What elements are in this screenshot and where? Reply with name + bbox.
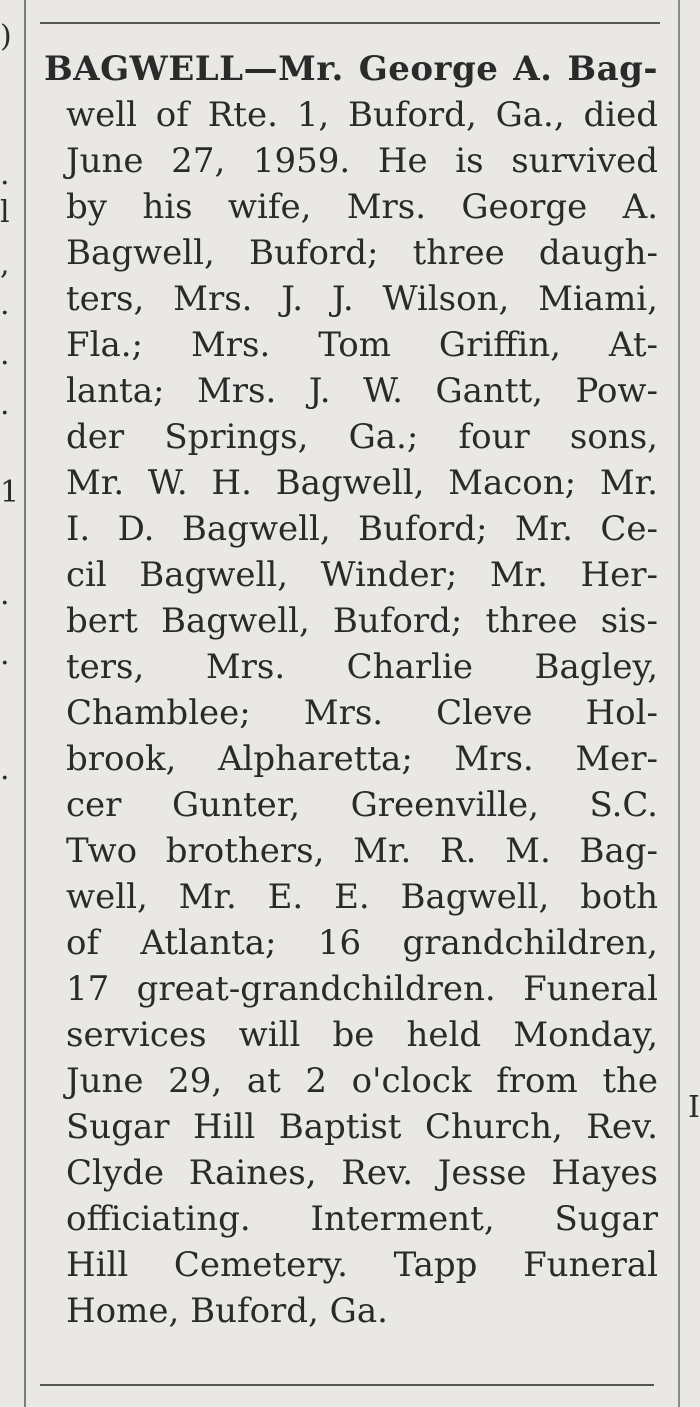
obituary-line: 17 great-grandchildren. Funeral	[66, 969, 658, 1009]
right-column-fragment: I	[688, 1090, 700, 1125]
left-fragment: .	[0, 752, 10, 787]
obituary-line: well of Rte. 1, Buford, Ga., died	[66, 95, 658, 135]
left-fragment: .	[0, 337, 10, 372]
obituary-line: Fla.; Mrs. Tom Griffin, At-	[66, 325, 658, 365]
obituary-notice	[44, 46, 658, 1334]
left-fragment: .	[0, 287, 10, 322]
obituary-line: lanta; Mrs. J. W. Gantt, Pow-	[66, 371, 658, 411]
left-fragment: l	[0, 195, 10, 230]
obituary-line: brook, Alpharetta; Mrs. Mer-	[66, 739, 658, 779]
obituary-line: I. D. Bagwell, Buford; Mr. Ce-	[66, 509, 658, 549]
left-fragment: 1	[0, 475, 20, 510]
obituary-line: ters, Mrs. J. J. Wilson, Miami,	[66, 279, 658, 319]
obituary-line: of Atlanta; 16 grandchildren,	[66, 923, 658, 963]
obituary-line: Clyde Raines, Rev. Jesse Hayes	[66, 1153, 658, 1193]
obituary-line: Mr. W. H. Bagwell, Macon; Mr.	[66, 463, 658, 503]
obituary-line: Sugar Hill Baptist Church, Rev.	[66, 1107, 658, 1147]
obituary-heading-line: BAGWELL—Mr. George A. Bag-	[44, 49, 658, 89]
obituary-line: June 29, at 2 o'clock from the	[66, 1061, 658, 1101]
obituary-line: Chamblee; Mrs. Cleve Hol-	[66, 693, 658, 733]
left-column-edge	[0, 0, 18, 1407]
obituary-line: officiating. Interment, Sugar	[66, 1199, 658, 1239]
column-rule-right	[678, 0, 680, 1407]
left-fragment: ,	[0, 247, 10, 282]
obituary-line: ters, Mrs. Charlie Bagley,	[66, 647, 658, 687]
obituary-line: Bagwell, Buford; three daugh-	[66, 233, 658, 273]
obituary-line: cil Bagwell, Winder; Mr. Her-	[66, 555, 658, 595]
obituary-line: June 27, 1959. He is survived	[66, 141, 658, 181]
left-fragment: .	[0, 387, 10, 422]
left-fragment: .	[0, 637, 10, 672]
left-fragment: .	[0, 577, 10, 612]
left-fragment: )	[0, 19, 12, 54]
left-fragment: .	[0, 157, 10, 192]
obituary-line: Home, Buford, Ga.	[66, 1291, 388, 1331]
top-divider	[40, 22, 660, 24]
bottom-divider	[40, 1384, 654, 1386]
column-rule-left	[24, 0, 26, 1407]
obituary-line: cer Gunter, Greenville, S.C.	[66, 785, 658, 825]
obituary-line: der Springs, Ga.; four sons,	[66, 417, 658, 457]
obituary-line: Hill Cemetery. Tapp Funeral	[66, 1245, 658, 1285]
obituary-line: services will be held Monday,	[66, 1015, 658, 1055]
obituary-line: well, Mr. E. E. Bagwell, both	[66, 877, 658, 917]
obituary-line: Two brothers, Mr. R. M. Bag-	[66, 831, 658, 871]
obituary-line: bert Bagwell, Buford; three sis-	[66, 601, 658, 641]
obituary-line: by his wife, Mrs. George A.	[66, 187, 658, 227]
